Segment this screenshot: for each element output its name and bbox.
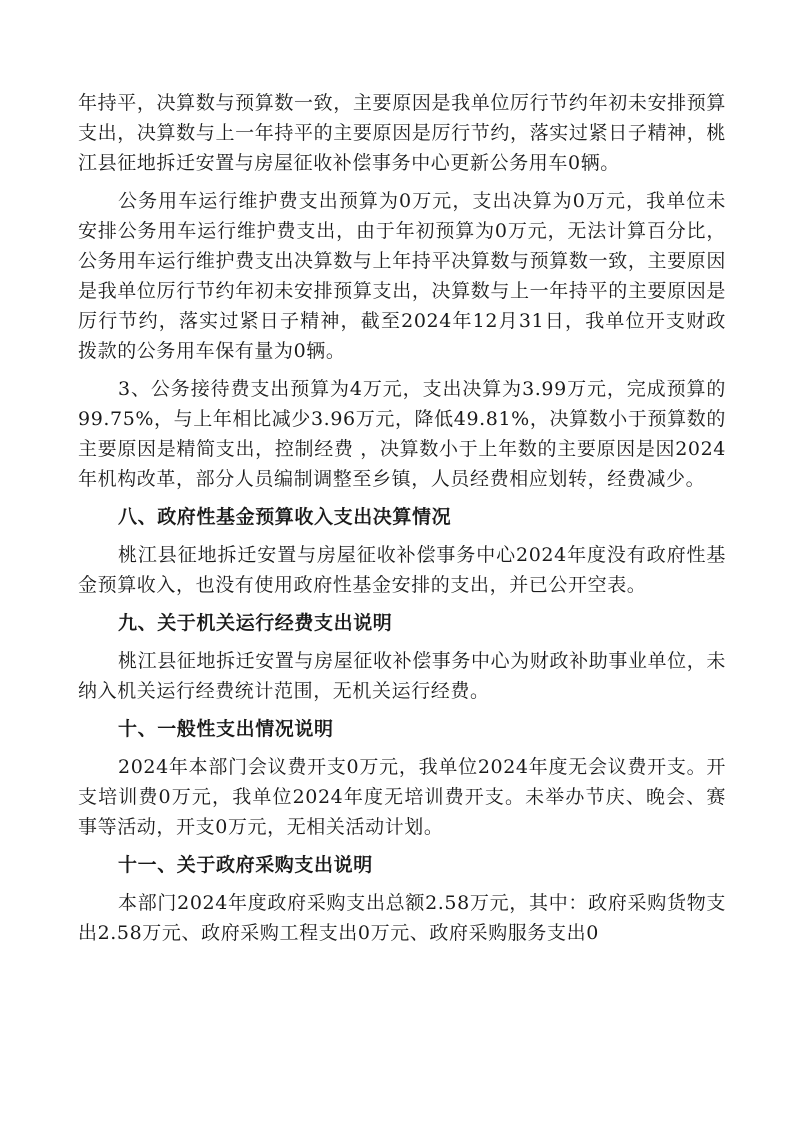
section-heading-government-fund: 八、政府性基金预算收入支出决算情况 [118, 506, 452, 528]
paragraph-general-expense: 2024年本部门会议费开支0万元，我单位2024年度无会议费开支。开支培训费0万元，我单位2024年度无培训费开支。未举办节庆、晚会、赛事等活动，开支0万元，无相关活动计划。 [78, 756, 726, 838]
paragraph-government-fund: 桃江县征地拆迁安置与房屋征收补偿事务中心2024年度没有政府性基金预算收入，也没有使用政府性基金安排的支出，并已公开空表。 [78, 544, 726, 596]
section-heading-general-expense: 十、一般性支出情况说明 [118, 718, 334, 740]
section-heading-operating-expense: 九、关于机关运行经费支出说明 [118, 612, 393, 634]
paragraph-vehicle-purchase-continued: 年持平，决算数与预算数一致，主要原因是我单位厉行节约年初未安排预算支出，决算数与上一年持平的主要原因是厉行节约，落实过紧日子精神，桃江县征地拆迁安置与房屋征收补偿事务中心更新公务用车0辆。 [78, 92, 726, 174]
paragraph-vehicle-maintenance: 公务用车运行维护费支出预算为0万元，支出决算为0万元，我单位未安排公务用车运行维护费支出，由于年初预算为0万元，无法计算百分比，公务用车运行维护费支出决算数与上年持平决算数与预算数一致，主要原因是我单位厉行节约年初未安排预算支出，决算数与上一年持平的主要原因是厉行节约，落实过紧日子精神，截至2024年12月31日，我单位开支财政拨款的公务用车保有量为0辆。 [78, 190, 726, 362]
document-body [78, 88, 726, 956]
paragraph-reception-expense: 3、公务接待费支出预算为4万元，支出决算为3.99万元，完成预算的99.75%，与上年相比减少3.96万元，降低49.81%，决算数小于预算数的主要原因是精简支出，控制经费 ，决算数小于上年数的主要原因是因2024年机构改革，部分人员编制调整至乡镇，人员经费相应划转，经费减少。 [78, 378, 726, 490]
section-heading-procurement: 十一、关于政府采购支出说明 [118, 854, 373, 876]
paragraph-operating-expense: 桃江县征地拆迁安置与房屋征收补偿事务中心为财政补助事业单位，未纳入机关运行经费统计范围，无机关运行经费。 [78, 650, 726, 702]
paragraph-procurement: 本部门2024年度政府采购支出总额2.58万元，其中：政府采购货物支出2.58万元、政府采购工程支出0万元、政府采购服务支出0 [78, 892, 726, 944]
